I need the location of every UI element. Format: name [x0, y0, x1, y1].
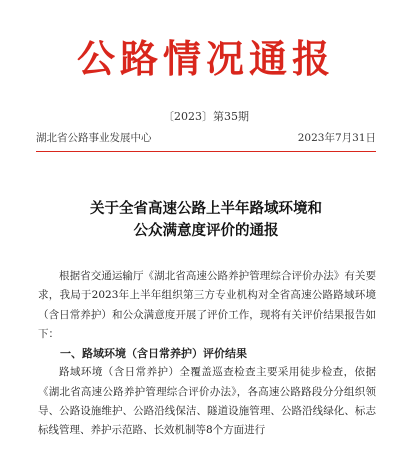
title-line-2: 公众满意度评价的通报: [133, 222, 279, 239]
issuer-date-row: [36, 130, 376, 145]
document-body: [38, 267, 376, 441]
title-line-1: 关于全省高速公路上半年路域环境和: [90, 200, 322, 217]
document-title: [0, 198, 412, 242]
body-paragraph-2: 路域环境（含日常养护）全覆盖巡查检查主要采用徒步检查，依据《湖北省高速公路养护管理综合评价办法》，各高速公路路段分分组织领导、公路设施维护、公路沿线保洁、隧道设施管理、公路沿线绿化、标志标线管理、养护示范路、长效机制等8个方面进行: [38, 366, 376, 437]
issue-date: 2023年7月31日: [297, 132, 376, 144]
issuer-name: 湖北省公路事业发展中心: [36, 132, 152, 144]
masthead-title: 公路情况通报: [76, 37, 335, 81]
section-heading-1: 一、路域环境（含日常养护）评价结果: [60, 347, 247, 361]
issue-number: 〔2023〕第35期: [163, 110, 249, 123]
body-paragraph-1: 根据省交通运输厅《湖北省高速公路养护管理综合评价办法》有关要求，我局于2023年上半年组织第三方专业机构对全省高速公路路域环境（含日常养护）和公众满意度开展了评价工作，现将有关评价结果报告如下：: [38, 270, 376, 340]
red-divider: [36, 151, 376, 152]
